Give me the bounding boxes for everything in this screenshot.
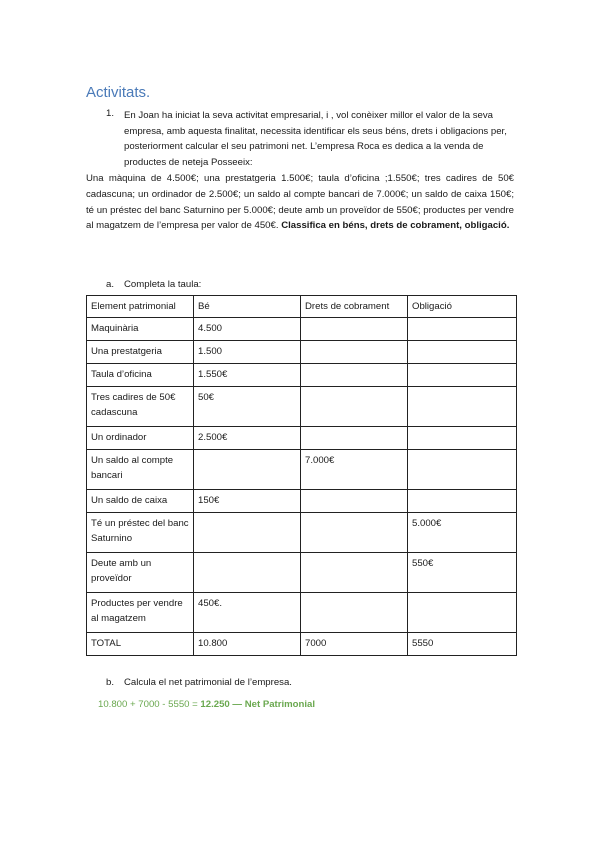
table-cell — [408, 364, 517, 387]
table-cell — [301, 427, 408, 450]
table-cell — [301, 553, 408, 593]
table-row — [87, 387, 517, 427]
table-cell — [301, 593, 408, 633]
table-cell: 5.000€ — [408, 513, 517, 553]
table-cell: Maquinària — [87, 318, 194, 341]
answer-result: 12.250 — Net Patrimonial — [200, 699, 316, 710]
table-body — [87, 296, 517, 656]
table-row — [87, 633, 517, 656]
table-header-row — [87, 296, 517, 318]
table-cell: Tres cadires de 50€ cadascuna — [87, 387, 194, 427]
table-header-cell: Bé — [194, 296, 301, 318]
table-cell — [408, 387, 517, 427]
table-cell — [194, 450, 301, 490]
patrimony-table — [86, 295, 517, 656]
table-row — [87, 318, 517, 341]
table-cell — [408, 427, 517, 450]
table-cell — [301, 387, 408, 427]
table-row — [87, 427, 517, 450]
table-row — [87, 341, 517, 364]
table-cell — [408, 490, 517, 513]
table-cell — [301, 364, 408, 387]
table-cell: Té un préstec del banc Saturnino — [87, 513, 194, 553]
table-cell — [301, 513, 408, 553]
table-row — [87, 490, 517, 513]
table-header-cell: Element patrimonial — [87, 296, 194, 318]
table-cell: Taula d’oficina — [87, 364, 194, 387]
table-cell: 7000 — [301, 633, 408, 656]
table-cell: Un saldo al compte bancari — [87, 450, 194, 490]
part-a-text: Completa la taula: — [124, 279, 202, 290]
statement-instruction: Classifica en béns, drets de cobrament, obligació. — [281, 220, 510, 232]
table-cell — [408, 341, 517, 364]
table-cell: Una prestatgeria — [87, 341, 194, 364]
statement-text: Una màquina de 4.500€; una prestatgeria 1.500€; taula d’oficina ;1.550€; tres cadires de 50€ cadascuna; un ordinador de 2.500€; un saldo al compte bancari de 7.000€; un saldo de caixa 150€; té un préstec del banc Saturnino per 5.000€; deute amb un proveïdor de 550€; productes per vendre al magatzem de l’empresa per valor de 450€. — [86, 173, 514, 232]
table-cell: Productes per vendre al magatzem — [87, 593, 194, 633]
part-a — [106, 279, 201, 290]
table-cell — [194, 553, 301, 593]
table-cell — [301, 341, 408, 364]
table-cell — [301, 318, 408, 341]
table-cell: 150€ — [194, 490, 301, 513]
part-b-letter: b. — [106, 677, 115, 688]
part-b-text: Calcula el net patrimonial de l’empresa. — [124, 677, 292, 688]
table-cell: 450€. — [194, 593, 301, 633]
table-cell — [301, 490, 408, 513]
table-cell: 1.500 — [194, 341, 301, 364]
table-row — [87, 593, 517, 633]
part-a-letter: a. — [106, 279, 115, 290]
table-cell: 4.500 — [194, 318, 301, 341]
table-cell — [194, 513, 301, 553]
table-cell: Un ordinador — [87, 427, 194, 450]
table-cell: 2.500€ — [194, 427, 301, 450]
table-cell: Deute amb un proveïdor — [87, 553, 194, 593]
table-row — [87, 364, 517, 387]
table-cell: 550€ — [408, 553, 517, 593]
page-heading: Activitats. — [86, 84, 151, 101]
table-cell: 7.000€ — [301, 450, 408, 490]
table-header-cell: Obligació — [408, 296, 517, 318]
table-cell — [408, 593, 517, 633]
statement-paragraph — [86, 171, 514, 234]
table-cell: Un saldo de caixa — [87, 490, 194, 513]
table-header-cell: Drets de cobrament — [301, 296, 408, 318]
answer-formula: 10.800 + 7000 - 5550 = — [98, 699, 201, 710]
table-cell — [408, 450, 517, 490]
table-cell — [408, 318, 517, 341]
part-b — [106, 677, 292, 688]
table-row — [87, 513, 517, 553]
table-cell: 5550 — [408, 633, 517, 656]
table-cell: 50€ — [194, 387, 301, 427]
table-row — [87, 450, 517, 490]
table-cell: TOTAL — [87, 633, 194, 656]
question-number: 1. — [106, 108, 115, 119]
table-cell: 10.800 — [194, 633, 301, 656]
table-row — [87, 553, 517, 593]
table-cell: 1.550€ — [194, 364, 301, 387]
answer-line — [98, 699, 315, 710]
question-text: En Joan ha iniciat la seva activitat empresarial, i , vol conèixer millor el valor de la seva empresa, amb aquesta finalitat, necessita identificar els seus béns, drets i obligacions per, posteriorment calcular el seu patrimoni net. L’empresa Roca es dedica a la venda de productes de neteja Posseeix: — [124, 110, 507, 168]
